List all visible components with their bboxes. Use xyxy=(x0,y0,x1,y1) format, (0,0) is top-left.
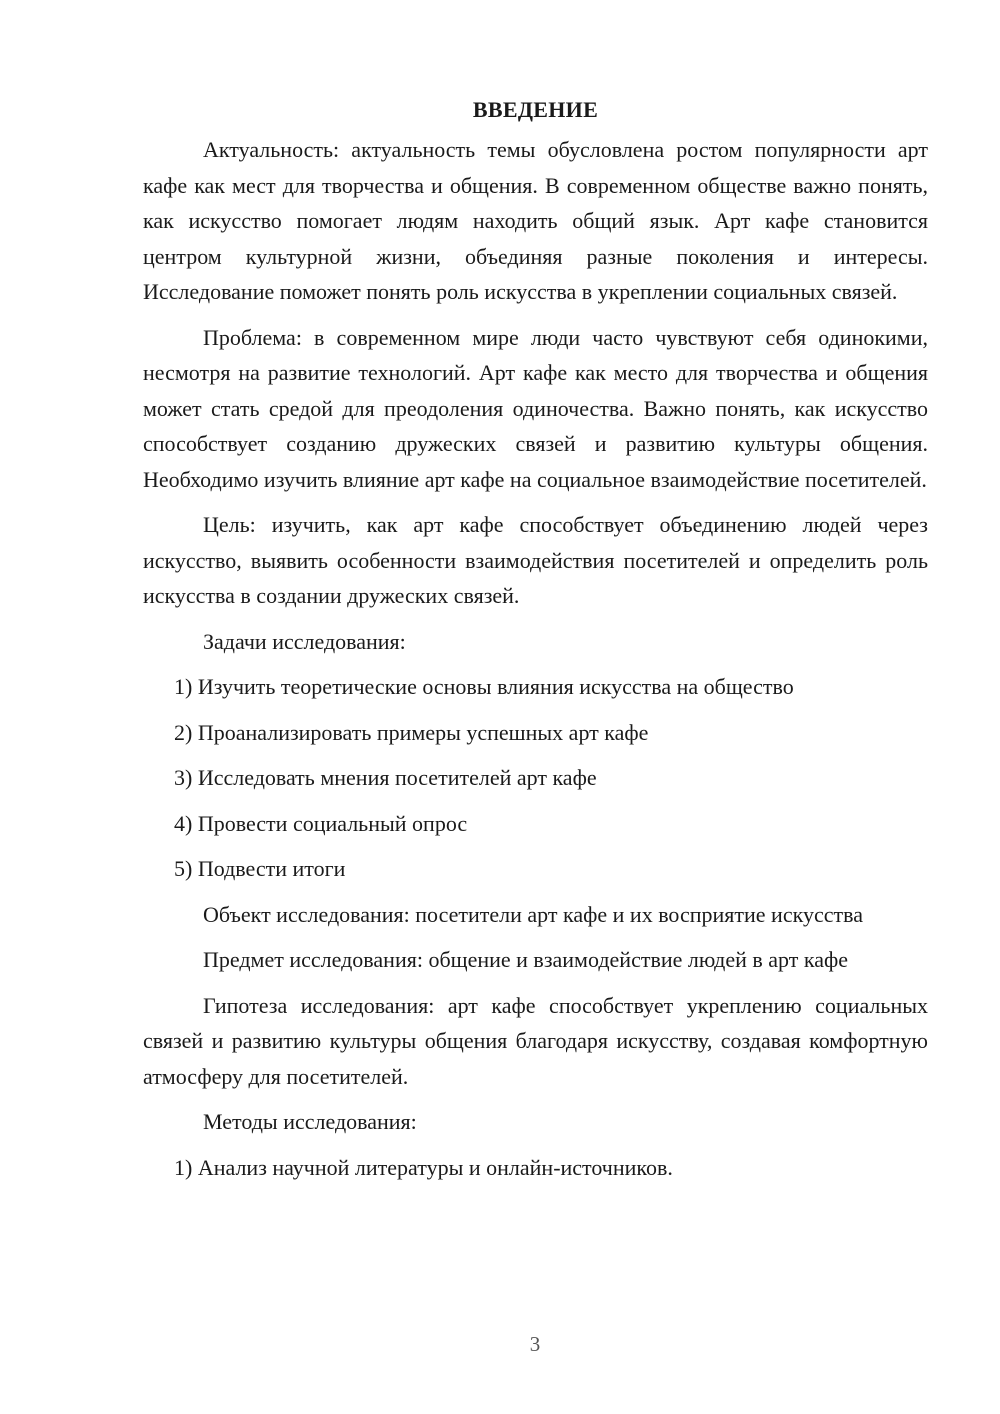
list-item: 3) Исследовать мнения посетителей арт кафе xyxy=(174,765,597,790)
list-item: 1) Изучить теоретические основы влияния искусства на общество xyxy=(174,674,794,699)
paragraph-subject: Предмет исследования: общение и взаимодействие людей в арт кафе xyxy=(203,947,849,972)
tasks-heading: Задачи исследования: xyxy=(203,628,406,654)
list-item: 4) Провести социальный опрос xyxy=(174,810,468,836)
paragraph-problem: Проблема: в современном мире люди часто чувствуют себя одинокими, несмотря на развитие технологий. Арт кафе как место для творчества и общения может стать средой для преодоления одиночества. Важно понять, как искусство способствует созданию дружеских связей и развитию культуры общения. Необходимо изучить влияние арт кафе на социальное взаимодействие посетителей. xyxy=(143,324,928,492)
list-item: 5) Подвести итоги xyxy=(174,856,346,881)
list-item: 1) Анализ научной литературы и онлайн-источников. xyxy=(174,1154,673,1180)
tasks-list xyxy=(143,669,928,887)
list-item: 2) Проанализировать примеры успешных арт кафе xyxy=(174,719,649,745)
page-number: 3 xyxy=(529,1332,541,1356)
paragraph-hypothesis: Гипотеза исследования: арт кафе способствует укреплению социальных связей и развитию культуры общения благодаря искусству, создавая комфортную атмосферу для посетителей. xyxy=(143,992,928,1089)
methods-list xyxy=(143,1150,928,1186)
paragraph-object: Объект исследования: посетители арт кафе и их восприятие искусства xyxy=(203,901,863,927)
paragraph-goal: Цель: изучить, как арт кафе способствует объединению людей через искусство, выявить особенности взаимодействия посетителей и определить роль искусства в создании дружеских связей. xyxy=(143,512,928,608)
document-page xyxy=(143,92,928,1195)
paragraph-relevance: Актуальность: актуальность темы обусловлена ростом популярности арт кафе как мест для творчества и общения. В современном обществе важно понять, как искусство помогает людям находить общий язык. Арт кафе становится центром культурной жизни, объединяя разные поколения и интересы. Исследование поможет понять роль искусства в укреплении социальных связей. xyxy=(143,137,928,304)
page-title: ВВЕДЕНИЕ xyxy=(472,97,599,122)
methods-heading: Методы исследования: xyxy=(203,1109,417,1134)
